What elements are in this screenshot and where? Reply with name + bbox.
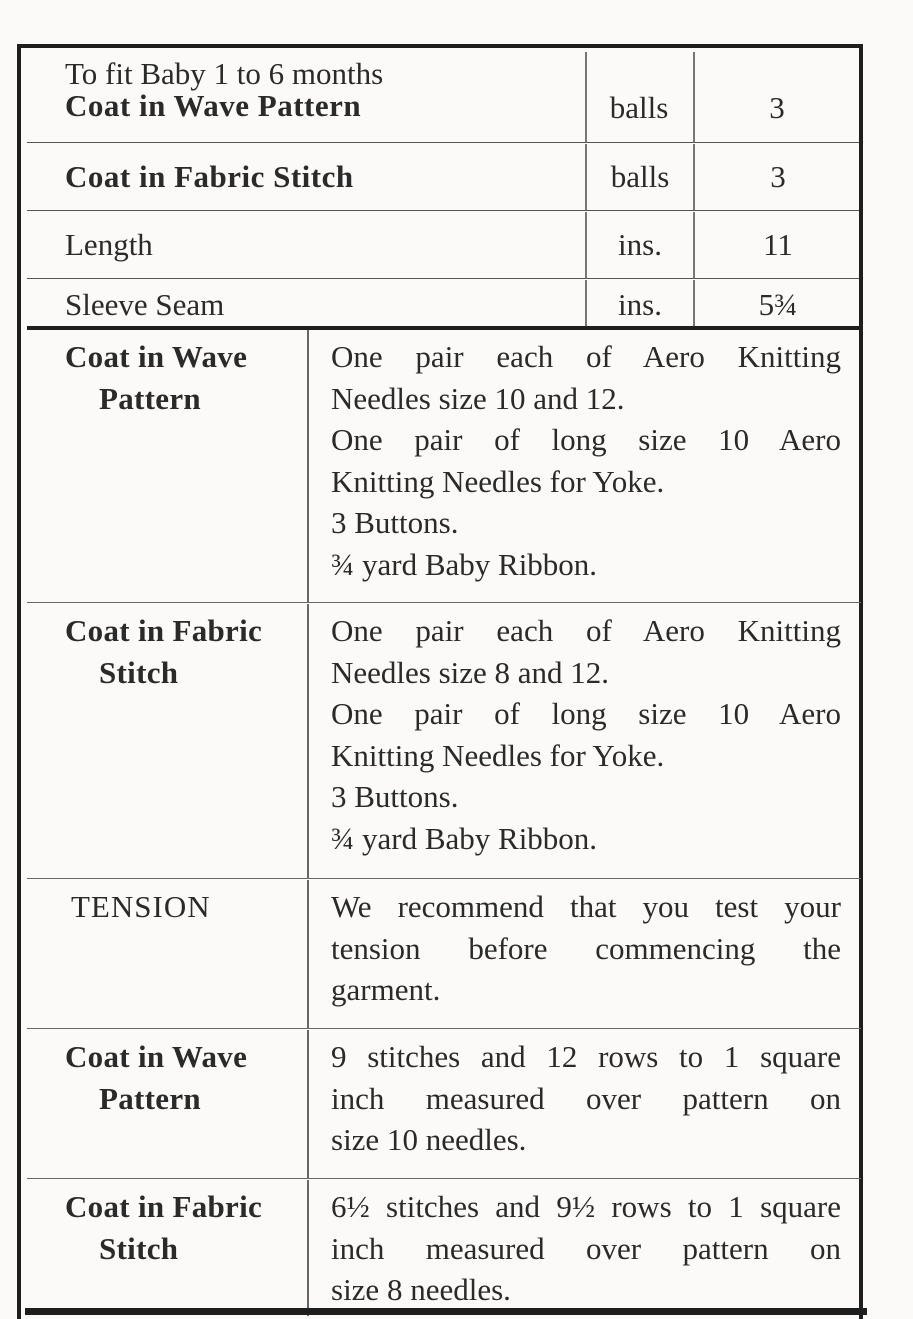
row-label: Coat in Fabric Stitch bbox=[65, 159, 354, 194]
table-row bbox=[27, 1030, 861, 1179]
row-label: Coat in Fabric Stitch bbox=[27, 604, 309, 878]
tension-label: TENSION bbox=[27, 880, 309, 1028]
row-description: 9 stitches and 12 rows to 1 square inch measured over pattern on size 10 needles. bbox=[331, 1039, 841, 1157]
row-label: Coat in Fabric Stitch bbox=[27, 1180, 309, 1316]
row-value: 3 bbox=[693, 144, 861, 210]
knitting-pattern-table bbox=[17, 44, 863, 1319]
row-label: Coat in Wave Pattern bbox=[27, 330, 309, 602]
table-row bbox=[27, 330, 861, 603]
row-label: Sleeve Seam bbox=[65, 287, 225, 322]
row-unit: balls bbox=[585, 52, 691, 142]
table-row bbox=[27, 280, 859, 330]
row-description: One pair each of Aero Knitting Needles size 8 and 12. One pair of long size 10 Aero Knitting Needles for Yoke. 3 Buttons. ¾ yard Baby Ribbon. bbox=[331, 613, 841, 856]
row-unit: ins. bbox=[585, 280, 693, 330]
row-unit: ins. bbox=[585, 212, 693, 278]
row-label: Coat in Wave Pattern bbox=[65, 88, 362, 123]
table-row bbox=[27, 880, 861, 1029]
row-value: 3 bbox=[693, 52, 859, 142]
row-value: 11 bbox=[693, 212, 861, 278]
table-row bbox=[27, 212, 859, 279]
row-unit: balls bbox=[585, 144, 693, 210]
row-description: 6½ stitches and 9½ rows to 1 square inch measured over pattern on size 8 needles. bbox=[331, 1189, 841, 1307]
row-value: 5¾ bbox=[693, 280, 861, 330]
size-header: To fit Baby 1 to 6 months bbox=[65, 56, 384, 91]
yarn-requirements-table bbox=[21, 52, 859, 328]
table-row bbox=[27, 144, 859, 211]
row-description: We recommend that you test your tension before commencing the garment. bbox=[331, 889, 841, 1007]
bottom-rule bbox=[25, 1308, 867, 1315]
row-label: Coat in Wave Pattern bbox=[27, 1030, 309, 1178]
table-row bbox=[27, 1180, 861, 1316]
table-row bbox=[27, 52, 859, 143]
row-description: One pair each of Aero Knitting Needles size 10 and 12. One pair of long size 10 Aero Knitting Needles for Yoke. 3 Buttons. ¾ yard Baby Ribbon. bbox=[331, 339, 841, 582]
row-label: Length bbox=[65, 227, 153, 262]
table-row bbox=[27, 604, 861, 879]
